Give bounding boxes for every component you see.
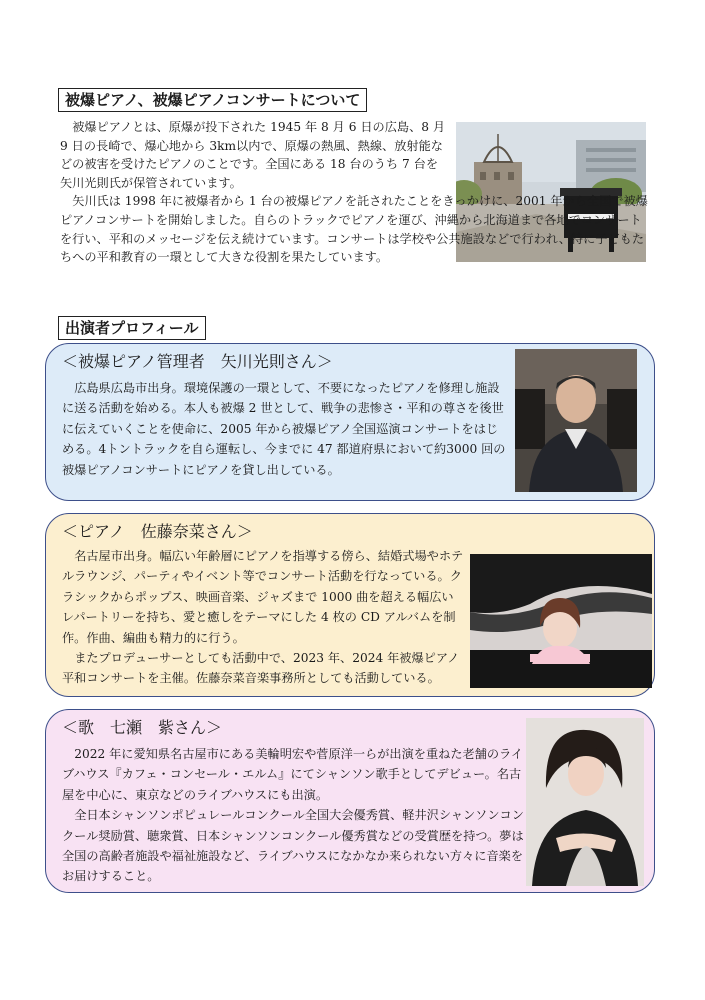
- performer-bio-paragraph: 全日本シャンソンポピュレールコンクール全国大会優秀賞、軽井沢シャンソンコンクール奨励賞、聴衆賞、日本シャンソンコンクール優秀賞などの受賞歴を持つ。夢は全国の高齢者施設や福祉施設など、ライブハウスになかなか来られない方々に音楽をお届けすること。: [62, 808, 524, 884]
- section-heading-hibaku-piano: 被爆ピアノ、被爆ピアノコンサートについて: [58, 88, 367, 112]
- photo-yagawa: [515, 349, 637, 492]
- performer-bio: [62, 378, 510, 480]
- performer-title: ＜被爆ピアノ管理者 矢川光則さん＞: [62, 352, 333, 371]
- photo-nanase: [526, 718, 644, 886]
- performer-bio-paragraph: 2022 年に愛知県名古屋市にある美輪明宏や菅原洋一らが出演を重ねた老舗のライブハウス『カフェ・コンセール・エルム』にてシャンソン歌手としてデビュー。名古屋を中心に、東京などのライブハウスにも出演。: [62, 747, 524, 802]
- photo-sato: [470, 554, 652, 688]
- section-heading-profiles: 出演者プロフィール: [58, 316, 206, 340]
- performer-title: ＜歌 七瀬 紫さん＞: [62, 718, 223, 737]
- performer-card-yagawa: [45, 343, 655, 501]
- section-intro-text: [60, 118, 648, 267]
- performer-card-nanase: [45, 709, 655, 893]
- intro-paragraph: 被爆ピアノとは、原爆が投下された 1945 年 8 月 6 日の広島、8 月 9 日の長崎で、爆心地から 3km以内で、原爆の熱風、熱線、放射能などの被害を受けたピアノのことです。全国にある 18 台のうち 7 台を矢川光則氏が保管されています。: [60, 120, 446, 190]
- performer-title: ＜ピアノ 佐藤奈菜さん＞: [62, 522, 253, 541]
- performer-bio-paragraph: またプロデューサーとしても活動中で、2023 年、2024 年被爆ピアノ平和コンサートを主催。佐藤奈菜音楽事務所としても活動している。: [62, 651, 460, 686]
- intro-paragraph: 矢川氏は 1998 年に被爆者から 1 台の被爆ピアノを託されたことをきっかけに、2001 年から全国で被爆ピアノコンサートを開始しました。自らのトラックでピアノを運び、沖縄から北海道まで各地でコンサートを行い、平和のメッセージを伝え続けています。コンサートは学校や公共施設などで行われ、特に子どもたちへの平和教育の一環として大きな役割を果たしています。: [60, 194, 648, 265]
- performer-bio-paragraph: 名古屋市出身。幅広い年齢層にピアノを指導する傍ら、結婚式場やホテルラウンジ、パーティやイベント等でコンサート活動を行なっている。クラシックからポップス、映画音楽、ジャズまで 1000 曲を超える幅広いレパートリーを持ち、愛と癒しをテーマにした 4 枚の CD アルバムを制作。作曲、編曲も精力的に行う。: [62, 549, 464, 645]
- performer-bio: [62, 546, 464, 689]
- performer-bio-paragraph: 広島県広島市出身。環境保護の一環として、不要になったピアノを修理し施設に送る活動を始める。本人も被爆 2 世として、戦争の悲惨さ・平和の尊さを後世に伝えていくことを使命に、2005 年から被爆ピアノ全国巡演コンサートをはじめる。4トントラックを自ら運転し、今までに 47 都道府県において約3000 回の被爆ピアノコンサートにピアノを貸し出している。: [62, 381, 506, 477]
- performer-bio: [62, 744, 532, 887]
- performer-card-sato: [45, 513, 655, 697]
